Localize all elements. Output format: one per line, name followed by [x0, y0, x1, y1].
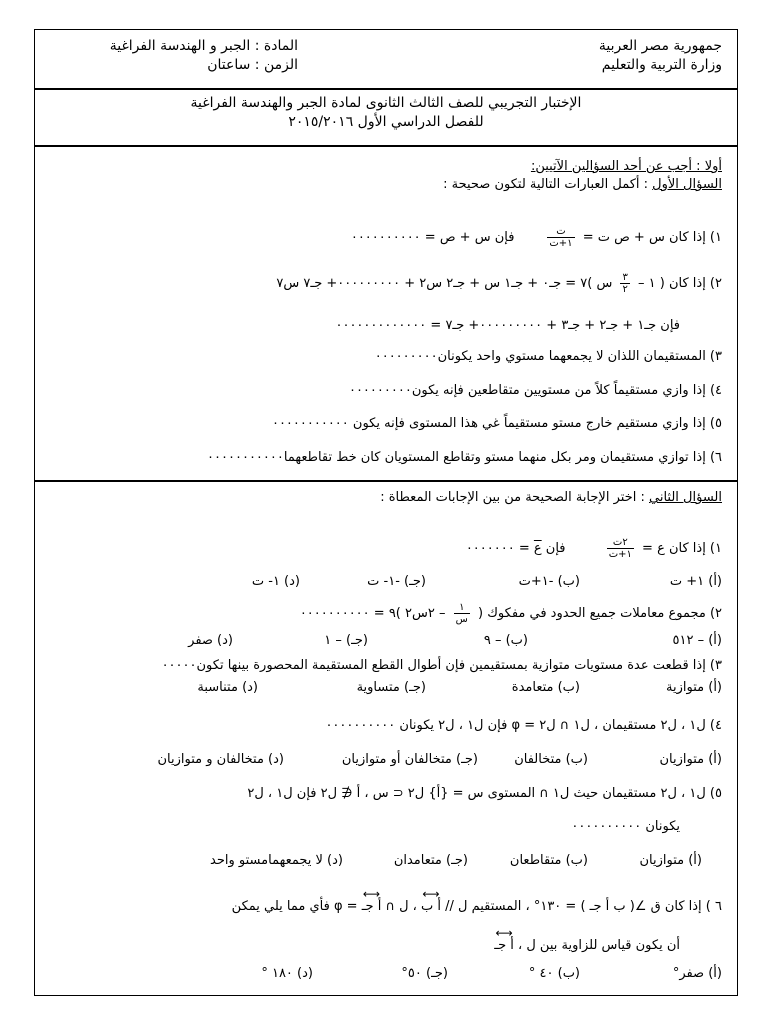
- q1-item-6: ٦) إذا توازي مستقيمان ومر بكل منهما مستو وتقاطع المستويان كان خط تقاطعهما٠٠٠٠٠٠٠٠٠٠٠: [207, 450, 722, 465]
- q2-item-6-choice-a: (أ) صفر°: [672, 966, 722, 981]
- q2-item-6-cont: أن يكون قياس للزاوية بين ل ، ⟷ أ جـ: [494, 934, 680, 954]
- q2-item-1-choice-d: (د) ١- ت: [251, 574, 300, 589]
- q2-heading: [380, 490, 722, 506]
- q1-item-3: ٣) المستقيمان اللذان لا يجمعهما مستوي واحد يكونان٠٠٠٠٠٠٠٠٠: [374, 349, 722, 364]
- line-ac-arrow: ⟷ أ جـ: [494, 934, 514, 954]
- q2-item-4-choice-a: (أ) متوازيان: [659, 752, 722, 767]
- divider: [34, 480, 738, 482]
- q2-item-3-choice-b: (ب) متعامدة: [511, 680, 580, 695]
- header-subject: المادة : الجبر و الهندسة الفراغية: [109, 38, 298, 54]
- header-time: الزمن : ساعتان: [207, 57, 298, 73]
- q2-item-6-choice-b: (ب) ٤٠ °: [528, 966, 580, 981]
- part1-heading: أولا : أجب عن أحد السؤالين الآتيين:: [530, 159, 722, 174]
- header-country: جمهورية مصر العربية: [598, 38, 722, 54]
- header-ministry: وزارة التربية والتعليم: [601, 57, 722, 73]
- q2-item-1-choice-c: (جـ) -١- ت: [367, 574, 426, 589]
- q2-item-6-choice-c: (جـ) ٥٠°: [401, 966, 448, 981]
- exam-title: الإختبار التجريبي للصف الثالث الثانوى لمادة الجبر والهندسة الفراغية: [190, 95, 582, 111]
- q2-item-2: ٢) مجموع معاملات جميع الحدود في مفكوك ( $\frac{١}{\text{س}}$ – ٢س٢ )٩ = ٠٠٠٠٠٠٠٠٠٠: [299, 602, 722, 625]
- q2-item-5: ٥) ل١ ، ل٢ مستقيمان حيث ل١ ∩ المستوى س = {أ} ل٢ ⊂ س ، أ ∉ ل٢ فإن ل١ ، ل٢: [247, 786, 722, 801]
- q2-item-2-choice-d: (د) صفر: [188, 633, 233, 648]
- q1-item-2-cont: فإن جـ١ + جـ٢ + جـ٣ + ٠٠٠٠٠٠٠٠٠+ جـ٧ = ٠٠٠٠٠٠٠٠٠٠٠٠٠: [335, 318, 680, 333]
- q2-item-1: ١) إذا كان ع = $\frac{\text{٢ت}}{\text{١+ت}}$ فإن ع = ٠٠٠٠٠٠٠: [465, 537, 722, 560]
- q1-item-1: ١) إذا كان س + ص ت = $\frac{\text{ت}}{\text{١+ت}}$ فإن س + ص = ٠٠٠٠٠٠٠٠٠٠: [350, 226, 722, 249]
- fraction: $\frac{٣}{٢}$: [622, 272, 628, 295]
- q2-instruction: : اختر الإجابة الصحيحة من بين الإجابات المعطاة :: [380, 490, 645, 505]
- q2-item-4: ٤) ل١ ، ل٢ مستقيمان ، ل١ ∩ ل٢ = φ فإن ل١ ، ل٢ يكونان ٠٠٠٠٠٠٠٠٠٠: [325, 718, 722, 733]
- q2-item-6: ٦ ) إذا كان ق ∠( ب أ جـ ) = ١٣٠° ، المستقيم ل // ⟷ أ ب ، ل ∩ ⟷ أ جـ = φ فأي مما يلي يمكن: [232, 895, 722, 915]
- fraction: $\frac{١}{\text{س}}$: [455, 602, 468, 625]
- q2-item-4-choice-c: (جـ) متخالفان أو متوازيان: [341, 752, 478, 767]
- q2-item-5-cont: يكونان ٠٠٠٠٠٠٠٠٠٠: [571, 819, 680, 834]
- q2-item-3-choice-d: (د) متناسبة: [197, 680, 258, 695]
- q2-item-5-choice-d: (د) لا يجمعهمامستو واحد: [210, 853, 343, 868]
- q2-item-3-choice-a: (أ) متوازية: [666, 680, 722, 695]
- q2-item-2-choice-a: (أ) – ٥١٢: [672, 633, 722, 648]
- fraction: $\frac{\text{ت}}{\text{١+ت}}$: [549, 226, 573, 249]
- q1-item-4: ٤) إذا وازي مستقيماً كلاً من مستويين متقاطعين فإنه يكون٠٠٠٠٠٠٠٠٠: [348, 383, 722, 398]
- q2-item-4-choice-b: (ب) متخالفان: [514, 752, 588, 767]
- q2-item-5-choice-b: (ب) متقاطعان: [509, 853, 588, 868]
- line-ab-arrow: ⟷ أ ب: [421, 895, 441, 915]
- q1-label: السؤال الأول: [652, 177, 722, 192]
- q2-item-2-choice-c: (جـ) – ١: [324, 633, 368, 648]
- q2-item-4-choice-d: (د) متخالفان و متوازيان: [157, 752, 284, 767]
- q1-item-5: ٥) إذا وازي مستقيم خارج مستو مستقيماً غي هذا المستوى فإنه يكون ٠٠٠٠٠٠٠٠٠٠٠: [271, 416, 722, 431]
- exam-term: للفصل الدراسي الأول ٢٠١٥/٢٠١٦: [288, 114, 484, 130]
- q2-item-3: ٣) إذا قطعت عدة مستويات متوازية بمستقيمين فإن أطوال القطع المستقيمة المحصورة بينها تكون٠٠٠٠٠: [161, 658, 722, 673]
- fraction: $\frac{\text{٢ت}}{\text{١+ت}}$: [608, 537, 632, 560]
- divider: [34, 88, 738, 90]
- q1-instruction: : أكمل العبارات التالية لتكون صحيحة :: [443, 177, 649, 192]
- q2-item-3-choice-c: (جـ) متساوية: [356, 680, 426, 695]
- line-ac-arrow: ⟷ أ جـ: [362, 895, 382, 915]
- q2-item-5-choice-a: (أ) متوازيان: [639, 853, 702, 868]
- q2-label: السؤال الثاني: [649, 490, 722, 505]
- q1-heading: [443, 177, 722, 193]
- q2-item-5-choice-c: (جـ) متعامدان: [393, 853, 468, 868]
- conjugate-z: ع: [533, 541, 542, 556]
- q1-item-2: ٢) إذا كان ( ١ – $\frac{٣}{٢}$ س )٧ = جـ٠ + جـ١ س + جـ٢ س٢ + ٠٠٠٠٠٠٠٠٠+ جـ٧ س٧: [276, 272, 722, 295]
- q2-item-1-choice-b: (ب) -١+ت: [518, 574, 580, 589]
- q2-item-2-choice-b: (ب) – ٩: [483, 633, 528, 648]
- q2-item-6-choice-d: (د) ١٨٠ °: [261, 966, 313, 981]
- q2-item-1-choice-a: (أ) ١+ ت: [669, 574, 722, 589]
- divider: [34, 145, 738, 147]
